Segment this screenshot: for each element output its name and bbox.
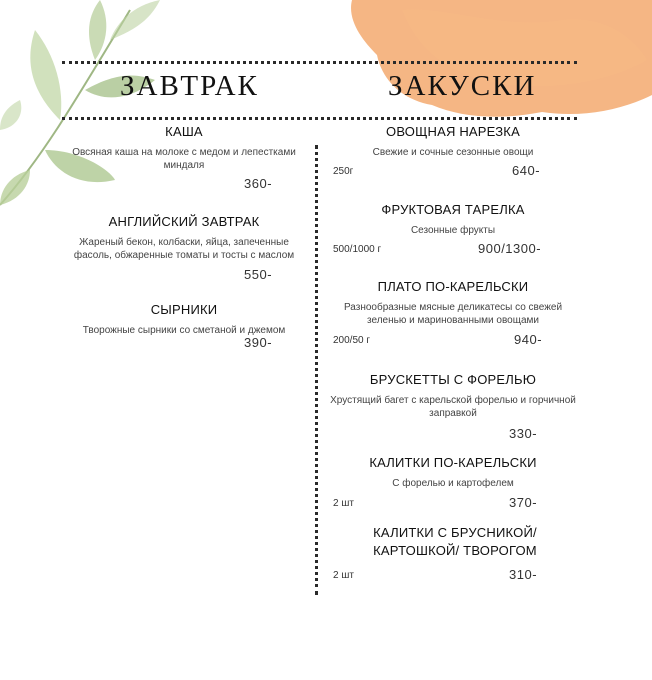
column-dotted-divider <box>315 145 318 595</box>
menu-item-description: Сезонные фрукты <box>410 225 496 236</box>
section-title-breakfast: ЗАВТРАК <box>120 70 259 102</box>
menu-item-weight: 2 шт <box>333 570 354 581</box>
menu-item <box>328 372 578 420</box>
menu-item-name: КАЛИТКИ ПО-КАРЕЛЬСКИ <box>369 455 537 470</box>
header-dotted-divider <box>62 117 577 120</box>
menu-item-weight: 500/1000 г <box>333 244 382 255</box>
menu-item <box>328 124 578 159</box>
menu-item-weight: 2 шт <box>333 498 354 509</box>
menu-item-name: ОВОЩНАЯ НАРЕЗКА <box>386 124 520 139</box>
menu-item <box>328 455 578 490</box>
menu-item-price: 330- <box>509 426 538 441</box>
menu-item-name: АНГЛИЙСКИЙ ЗАВТРАК <box>108 214 260 229</box>
menu-item-price: 940- <box>514 332 543 347</box>
menu-item-description: Хрустящий багет с карельской форелью и горчичной заправкой <box>330 395 576 419</box>
menu-item-description: Творожные сырники со сметаной и джемом <box>82 325 286 336</box>
top-dotted-divider <box>62 61 577 64</box>
menu-item-description: Жареный бекон, колбаски, яйца, запеченные фасоль, обжаренные томаты и тосты с маслом <box>73 237 295 261</box>
menu-item-description: Свежие и сочные сезонные овощи <box>372 147 534 158</box>
menu-item-description: Овсяная каша на молоке с медом и лепестками миндаля <box>72 147 296 171</box>
menu-item-description: С форелью и картофелем <box>392 478 514 489</box>
menu-item-price: 390- <box>244 335 273 350</box>
leaf-branch-illustration <box>0 0 160 215</box>
section-title-snacks: ЗАКУСКИ <box>388 70 537 102</box>
menu-item-price: 640- <box>512 163 541 178</box>
menu-item-name: ФРУКТОВАЯ ТАРЕЛКА <box>381 202 525 217</box>
menu-item-price: 310- <box>509 567 538 582</box>
menu-item-price: 550- <box>244 267 273 282</box>
menu-item-price: 900/1300- <box>478 241 542 256</box>
menu-item-name: БРУСКЕТТЫ С ФОРЕЛЬЮ <box>369 372 537 387</box>
menu-item <box>64 302 304 337</box>
menu-item-price: 360- <box>244 176 273 191</box>
menu-item-name: СЫРНИКИ <box>150 302 218 317</box>
menu-item-price: 370- <box>509 495 538 510</box>
menu-item <box>328 279 578 327</box>
menu-item-name: ПЛАТО ПО-КАРЕЛЬСКИ <box>377 279 529 294</box>
menu-item-name: КАЛИТКИ С БРУСНИКОЙ/КАРТОШКОЙ/ ТВОРОГОМ <box>373 525 537 558</box>
menu-item-weight: 250г <box>333 166 354 177</box>
menu-item-weight: 200/50 г <box>333 335 371 346</box>
menu-item <box>328 202 578 237</box>
menu-item <box>64 214 304 262</box>
menu-item <box>64 124 304 172</box>
menu-item-description: Разнообразные мясные деликатесы со свежей зеленью и маринованными овощами <box>343 302 563 326</box>
menu-item <box>330 524 580 560</box>
menu-item-name: КАША <box>165 124 203 139</box>
